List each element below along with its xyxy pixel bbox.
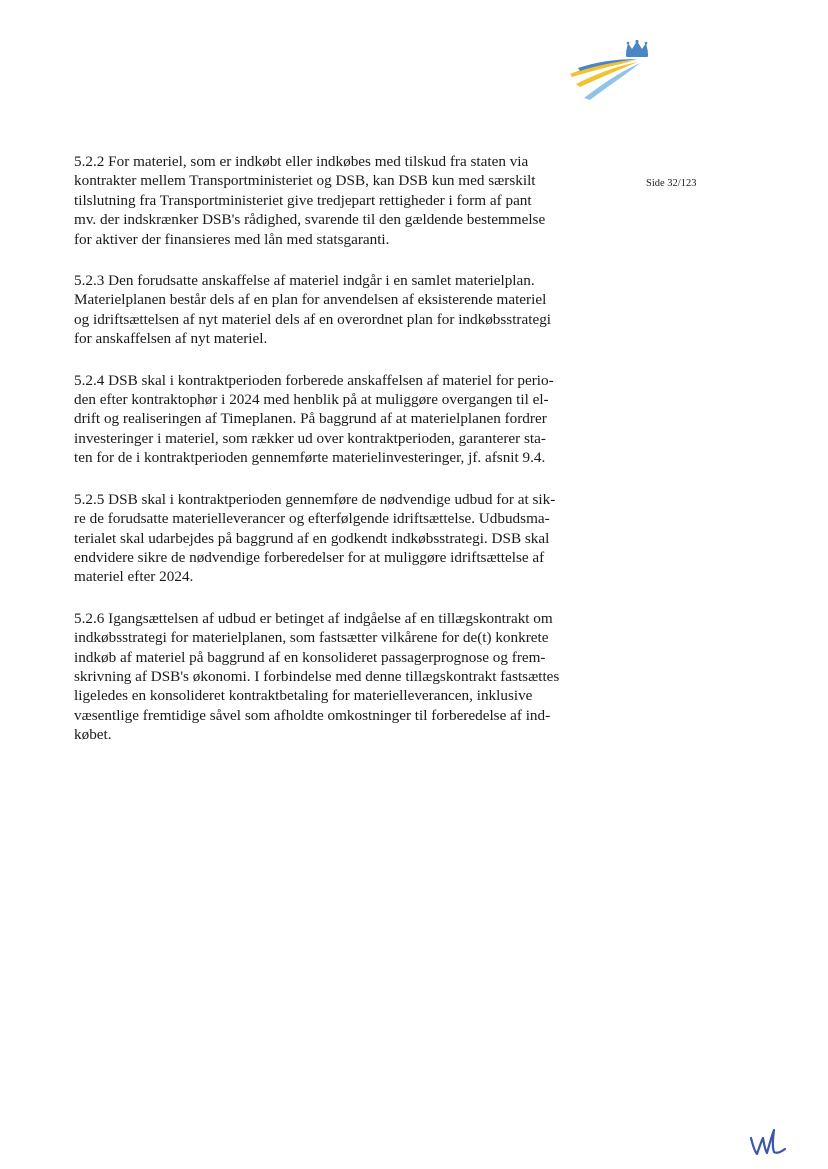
section-5-2-6 <box>74 609 590 745</box>
paragraph-line: skrivning af DSB's økonomi. I forbindelse med denne tillægskontrakt fastsættes <box>74 667 560 685</box>
paragraph-line: investeringer i materiel, som rækker ud over kontraktperioden, garanterer sta- <box>74 429 546 447</box>
section-5-2-5 <box>74 490 590 587</box>
paragraph-line: 5.2.3 Den forudsatte anskaffelse af materiel indgår i en samlet materielplan. <box>74 272 535 290</box>
paragraph-line: drift og realiseringen af Timeplanen. På baggrund af at materielplanen fordrer <box>74 410 547 428</box>
handwritten-initials <box>748 1124 788 1158</box>
paragraph-line: 5.2.4 DSB skal i kontraktperioden forberede anskaffelsen af materiel for perio- <box>74 371 554 389</box>
paragraph-line: mv. der indskrænker DSB's rådighed, svarende til den gældende bestemmelse <box>74 211 546 229</box>
section-5-2-3 <box>74 271 590 349</box>
section-5-2-4 <box>74 371 590 468</box>
paragraph-line: re de forudsatte materielleverancer og efterfølgende idriftsættelse. Udbudsma- <box>74 510 550 528</box>
paragraph-line: 5.2.2 For materiel, som er indkøbt eller indkøbes med tilskud fra staten via <box>74 153 529 170</box>
paragraph-line: 5.2.5 DSB skal i kontraktperioden gennemføre de nødvendige udbud for at sik- <box>74 490 556 508</box>
page-number: Side 32/123 <box>646 178 697 189</box>
paragraph-line: tilslutning fra Transportministeriet give tredjepart rettigheder i form af pant <box>74 191 532 209</box>
paragraph-line: ten for de i kontraktperioden gennemførte materielinvesteringer, jf. afsnit 9.4. <box>74 449 546 467</box>
dsb-logo <box>566 40 656 102</box>
paragraph-line: ligeledes en konsolideret kontraktbetaling for materielleverancen, inklusive <box>74 687 533 705</box>
paragraph-line: og idriftsættelsen af nyt materiel dels af en overordnet plan for indkøbsstrategi <box>74 310 552 328</box>
paragraph-line: væsentlige fremtidige såvel som afholdte omkostninger til forberedelse af ind- <box>74 706 551 724</box>
paragraph-line: materiel efter 2024. <box>74 568 194 586</box>
section-5-2-2 <box>74 152 590 249</box>
paragraph-line: Materielplanen består dels af en plan for anvendelsen af eksisterende materiel <box>74 291 547 309</box>
paragraph-line: indkøbsstrategi for materielplanen, som fastsætter vilkårene for de(t) konkrete <box>74 629 549 647</box>
paragraph-line: for aktiver der finansieres med lån med statsgaranti. <box>74 230 390 248</box>
crown-icon <box>626 40 648 57</box>
paragraph-line: 5.2.6 Igangsættelsen af udbud er betinget af indgåelse af en tillægskontrakt om <box>74 609 553 627</box>
paragraph-line: kontrakter mellem Transportministeriet og DSB, kan DSB kun med særskilt <box>74 172 536 190</box>
paragraph-line: endvidere sikre de nødvendige forberedelser for at muliggøre idriftsættelse af <box>74 548 545 566</box>
document-body <box>74 152 590 767</box>
paragraph-line: for anskaffelsen af nyt materiel. <box>74 330 268 348</box>
paragraph-line: købet. <box>74 726 112 744</box>
paragraph-line: den efter kontraktophør i 2024 med henblik på at muliggøre overgangen til el- <box>74 391 549 409</box>
paragraph-line: terialet skal udarbejdes på baggrund af en godkendt indkøbsstrategi. DSB skal <box>74 529 550 547</box>
paragraph-line: indkøb af materiel på baggrund af en konsolideret passagerprognose og frem- <box>74 648 546 666</box>
